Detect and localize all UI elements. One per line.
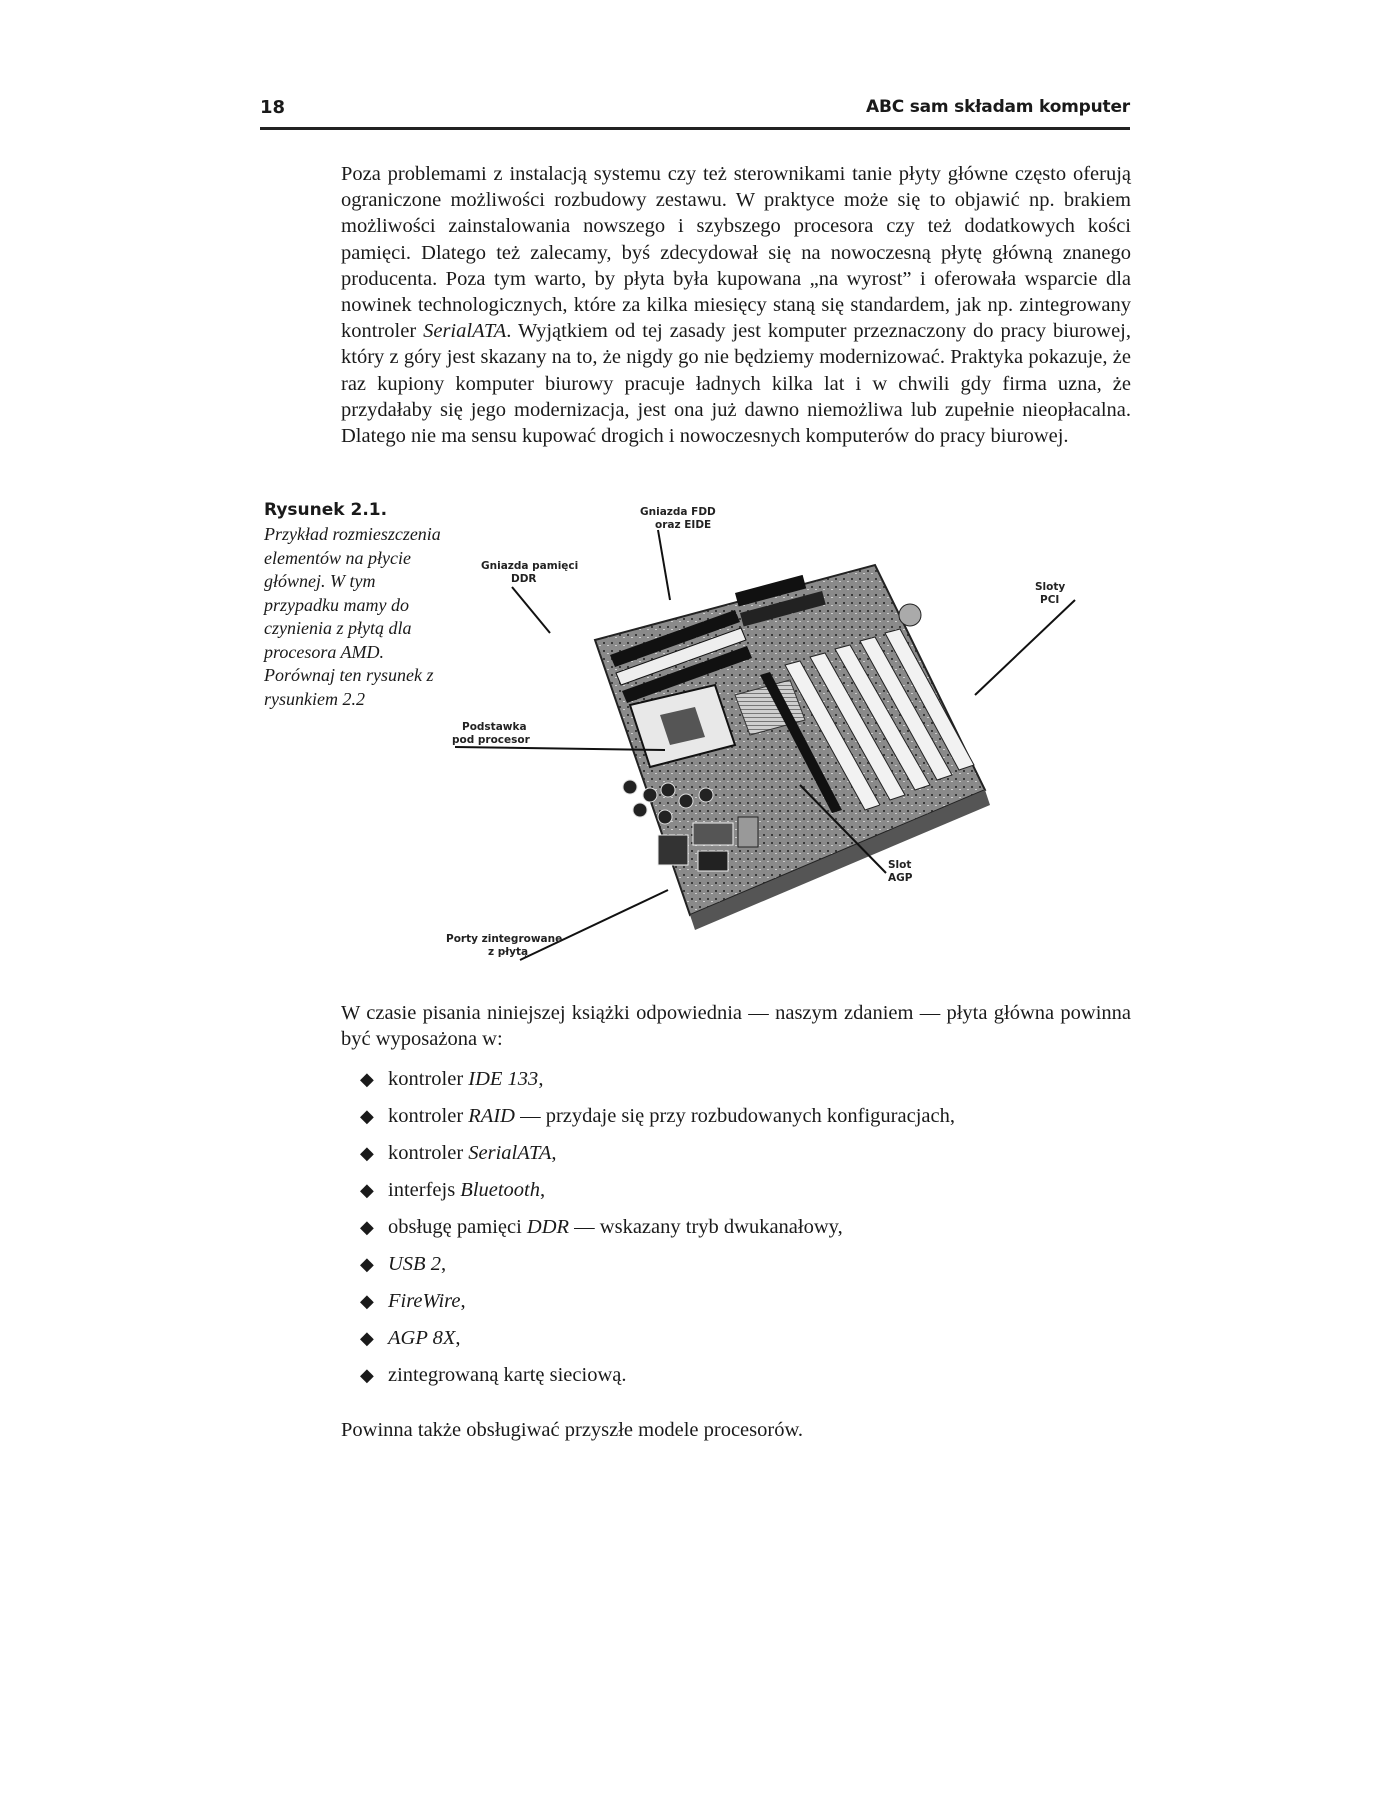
label-ports-line2: z płytą [488,946,529,958]
page-header [260,97,1130,130]
callout-line-ddr [512,587,550,633]
label-pci-line1: Sloty [1035,581,1066,593]
list-item: ◆ kontroler RAID — przydaje się przy rozbudowanych konfiguracjach, [360,1105,955,1127]
list-item: ◆ obsługę pamięci DDR — wskazany tryb dwukanałowy, [360,1216,843,1238]
list-item: ◆ interfejs Bluetooth, [360,1179,546,1201]
figure-caption-text: Przykład rozmieszczenia elementów na płycie głównej. W tym przypadku mamy do czynienia z płytą dla procesora AMD. Porównaj ten rysunek z rysunkiem 2.2 [264,524,441,709]
label-ports-line1: Porty zintegrowane [446,933,563,945]
list-item: ◆ FireWire, [360,1290,466,1312]
running-title: ABC sam składam komputer [866,97,1130,117]
paragraph-intro-part1: Poza problemami z instalacją systemu czy też sterownikami tanie płyty główne często oferują ograniczone możliwości rozbudowy zestawu. W praktyce może się to objawić np. brakiem możliwości zainstalowania nowszego i szybszego procesora czy też dodatkowych kości pamięci. Dlatego też zalecamy, byś zdecydował się na nowoczesną płytę główną znanego producenta. Poza tym warto, by płyta była kupowana „na wyrost” i oferowała wsparcie dla nowinek technologicznych, które za kilka miesięcy staną się standardem, jak np. zintegrowany kontroler [341,163,1131,343]
cmos-battery [899,604,921,626]
feature-list [360,1066,1140,1399]
label-ddr-line1: Gniazda pamięci [481,560,579,572]
label-cpu-line2: pod procesor [452,734,530,746]
paragraph-intro [341,161,1131,449]
callout-line-ports [520,890,668,960]
motherboard-figure [446,505,1110,980]
callout-line-fdd [658,530,670,600]
paragraph-intro-part2: . Wyjątkiem od tej zasady jest komputer przeznaczony do pracy biurowej, który z góry jest skazany na to, że nigdy go nie będziemy modernizować. Praktyka pokazuje, że raz kupiony komputer biurowy pracuje ładnych kilka lat i w chwili gdy firma uzna, że przydałaby się jego modernizacja, jest ona już dawno niemożliwa lub zupełnie nieopłacalna. Dlatego nie ma sensu kupować drogich i nowoczesnych komputerów do pracy biurowej. [341,320,1131,448]
list-item: ◆ zintegrowaną kartę sieciową. [360,1364,627,1386]
diamond-bullet-icon: ◆ [360,1069,374,1089]
paragraph-requirements: W czasie pisania niniejszej książki odpowiednia — naszym zdaniem — płyta główna powinna być wyposażona w: [341,1002,1131,1051]
diamond-bullet-icon: ◆ [360,1328,374,1348]
figure-caption [264,500,454,711]
label-agp-line1: Slot [888,859,912,871]
diamond-bullet-icon: ◆ [360,1217,374,1237]
label-cpu-line1: Podstawka [462,721,527,733]
label-fdd-line1: Gniazda FDD [640,506,716,518]
diamond-bullet-icon: ◆ [360,1143,374,1163]
paragraph-closing: Powinna także obsługiwać przyszłe modele procesorów. [341,1419,804,1441]
diamond-bullet-icon: ◆ [360,1180,374,1200]
paragraph-intro-emphasis: SerialATA [423,320,507,343]
diamond-bullet-icon: ◆ [360,1254,374,1274]
label-fdd-line2: oraz EIDE [655,519,712,531]
list-item: ◆ AGP 8X, [360,1327,461,1349]
diamond-bullet-icon: ◆ [360,1365,374,1385]
list-item: ◆ kontroler IDE 133, [360,1068,544,1090]
callout-line-pci [975,600,1075,695]
diamond-bullet-icon: ◆ [360,1106,374,1126]
label-agp-line2: AGP [888,872,913,884]
page-number: 18 [260,97,286,118]
list-item: ◆ kontroler SerialATA, [360,1142,557,1164]
figure-caption-title: Rysunek 2.1. [264,500,388,520]
diamond-bullet-icon: ◆ [360,1291,374,1311]
label-pci-line2: PCI [1040,594,1060,606]
label-ddr-line2: DDR [511,573,537,585]
list-item: ◆ USB 2, [360,1253,447,1275]
